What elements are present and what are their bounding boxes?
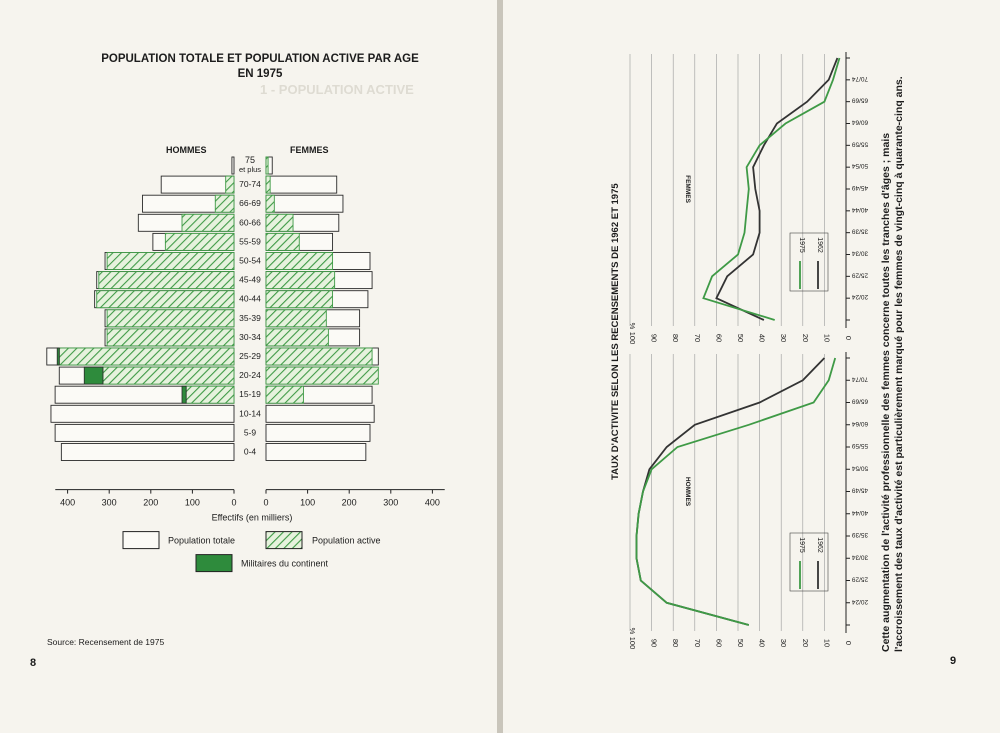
category-label: 35/39 [851, 531, 869, 538]
bar-men-active [165, 233, 234, 250]
bar-men-total [232, 157, 234, 174]
value-tick-label: 20 [800, 333, 810, 343]
bar-women-active [266, 233, 299, 250]
value-tick-label: 70 [692, 638, 702, 648]
bar-men-active [215, 195, 234, 212]
pyramid-title-line2: EN 1975 [237, 68, 283, 80]
category-label: 45/49 [851, 486, 869, 494]
category-label: 55/59 [851, 442, 869, 449]
bar-women-total [266, 176, 337, 193]
bar-women-active [266, 253, 333, 270]
value-tick-label: 40 [757, 638, 767, 648]
value-tick-label: 30 [779, 333, 789, 343]
x-axis-label: Effectifs (en milliers) [211, 512, 293, 523]
age-label: 45-49 [239, 274, 261, 285]
legend-label-1975: 1975 [798, 537, 805, 553]
caption: Cette augmentation de l'activité professionnelle des femmes concerne toutes les tranches d'âges ; mais l'accroissement des taux d'activité est particulièrement marqué pour les femmes de vingt-cinq à quarante-cinq ans. [880, 76, 905, 652]
legend-label-1975: 1975 [798, 237, 805, 253]
bar-women-active [266, 367, 378, 384]
bar-men-military [84, 367, 103, 384]
category-label: 30/34 [851, 249, 869, 257]
age-label: 20-24 [239, 370, 261, 381]
bar-women-total [266, 424, 370, 441]
value-tick-label: 10 [822, 333, 832, 343]
bar-women-active [266, 329, 328, 346]
bar-men-active [107, 253, 234, 270]
percent-label: % [628, 627, 637, 635]
age-label: 30-34 [239, 331, 261, 342]
value-tick-label: 0 [844, 335, 853, 341]
x-tick-label-men: 0 [231, 497, 237, 508]
value-tick-label: 90 [649, 333, 659, 343]
bar-women-active [266, 386, 303, 403]
bar-women-active [266, 176, 270, 193]
bar-women-total [266, 444, 366, 461]
value-tick-label: 30 [779, 638, 789, 648]
value-tick-label: 60 [714, 638, 724, 648]
value-tick-label: 100 [628, 331, 637, 345]
x-tick-label-men: 400 [60, 497, 76, 508]
age-label: et plus [238, 165, 262, 174]
legend-swatch-military [196, 555, 232, 572]
category-label: 50/54 [851, 162, 869, 170]
age-label: 25-29 [239, 351, 261, 361]
bar-men-military [57, 348, 59, 365]
age-label: 35-39 [239, 312, 261, 323]
men-label: HOMMES [166, 145, 207, 155]
x-tick-label-men: 200 [143, 497, 159, 508]
category-label: 55/59 [851, 140, 869, 148]
bar-men-active [103, 367, 234, 384]
bar-men-total [55, 424, 234, 441]
legend-label-1962: 1962 [816, 237, 823, 253]
value-tick-label: 100 [628, 636, 637, 650]
age-label: 75 [244, 155, 256, 165]
x-tick-label-men: 300 [101, 497, 117, 508]
value-tick-label: 90 [649, 638, 659, 648]
bar-men-total [61, 444, 234, 461]
bar-men-total [51, 405, 234, 422]
category-label: 45/49 [851, 184, 869, 191]
value-tick-label: 80 [671, 638, 681, 648]
category-label: 25/29 [851, 271, 869, 279]
bar-women-total [266, 195, 343, 212]
panel-label: HOMMES [684, 476, 691, 507]
bar-men-active [97, 291, 234, 308]
source-note: Source: Recensement de 1975 [47, 637, 165, 647]
value-tick-label: 80 [671, 333, 681, 343]
x-tick-label-women: 400 [424, 497, 440, 508]
bar-men-active [226, 176, 234, 193]
show-through-heading: 1 - POPULATION ACTIVE [260, 82, 414, 97]
legend-label-1962: 1962 [816, 537, 823, 553]
page-number-right: 9 [950, 655, 957, 667]
x-tick-label-men: 100 [184, 497, 200, 508]
age-label: 5-9 [243, 427, 257, 438]
series-line-1975 [703, 58, 839, 320]
bar-men-active [107, 310, 234, 327]
bar-women-active [266, 157, 268, 174]
age-label: 40-44 [239, 293, 261, 304]
value-tick-label: 20 [800, 638, 810, 648]
legend-label-total: Population totale [168, 535, 236, 546]
legend-label-active: Population active [312, 535, 381, 546]
bar-men-active [99, 272, 234, 289]
bar-men-military [182, 386, 186, 403]
legend-swatch-total [123, 532, 159, 549]
women-label: FEMMES [290, 145, 329, 155]
x-tick-label-women: 300 [383, 497, 399, 508]
x-tick-label-women: 100 [300, 497, 316, 508]
bar-women-active [266, 214, 293, 231]
category-label: 25/29 [851, 575, 869, 583]
bar-men-active [186, 386, 234, 403]
category-label: 20/24 [851, 293, 869, 301]
age-label: 15-19 [239, 389, 261, 400]
bar-men-active [182, 214, 234, 231]
value-tick-label: 0 [844, 640, 853, 646]
legend-swatch-active [266, 532, 302, 549]
category-label: 20/24 [851, 597, 869, 605]
bar-women-active [266, 272, 335, 289]
series-line-1975 [637, 358, 836, 625]
age-label: 10-14 [239, 408, 261, 419]
age-label: 50-54 [239, 255, 261, 266]
category-label: 65/69 [851, 397, 869, 405]
bar-men-active [59, 348, 234, 365]
category-label: 50/54 [851, 464, 869, 472]
value-tick-label: 50 [736, 638, 745, 648]
series-line-1962 [637, 358, 825, 625]
category-label: 35/39 [851, 227, 869, 235]
bar-women-active [266, 310, 326, 327]
value-tick-label: 70 [692, 333, 702, 343]
x-tick-label-women: 0 [263, 497, 269, 508]
rate-chart-title: TAUX D'ACTIVITE SELON LES RECENSEMENTS DE 1962 ET 1975 [610, 183, 621, 480]
series-line-1962 [716, 58, 837, 320]
percent-label: % [628, 322, 637, 330]
bar-women-active [266, 195, 274, 212]
category-label: 30/34 [851, 553, 869, 561]
age-label: 55-59 [239, 236, 261, 247]
bar-women-total [266, 405, 374, 422]
value-tick-label: 50 [736, 333, 745, 343]
age-label: 70-74 [239, 179, 261, 190]
page-number-left: 8 [30, 657, 37, 669]
value-tick-label: 10 [822, 638, 832, 648]
category-label: 60/64 [851, 419, 869, 427]
panel-label: FEMMES [684, 175, 691, 203]
category-label: 40/44 [851, 508, 869, 516]
bar-women-active [266, 291, 333, 308]
value-tick-label: 40 [757, 333, 767, 343]
category-label: 40/44 [851, 205, 869, 213]
category-label: 70/74 [851, 375, 869, 383]
pyramid-title-line1: POPULATION TOTALE ET POPULATION ACTIVE PAR AGE [101, 53, 419, 65]
age-label: 0-4 [243, 446, 257, 457]
age-label: 66-69 [239, 198, 261, 209]
age-label: 60-66 [239, 217, 261, 228]
legend-label-military: Militaires du continent [241, 558, 329, 569]
bar-women-active [266, 348, 372, 365]
x-tick-label-women: 200 [341, 497, 357, 508]
bar-men-active [107, 329, 234, 346]
bar-men-total [161, 176, 234, 193]
category-label: 65/69 [851, 96, 869, 104]
category-label: 60/64 [851, 118, 869, 126]
category-label: 70/74 [851, 74, 869, 82]
value-tick-label: 60 [714, 333, 724, 343]
